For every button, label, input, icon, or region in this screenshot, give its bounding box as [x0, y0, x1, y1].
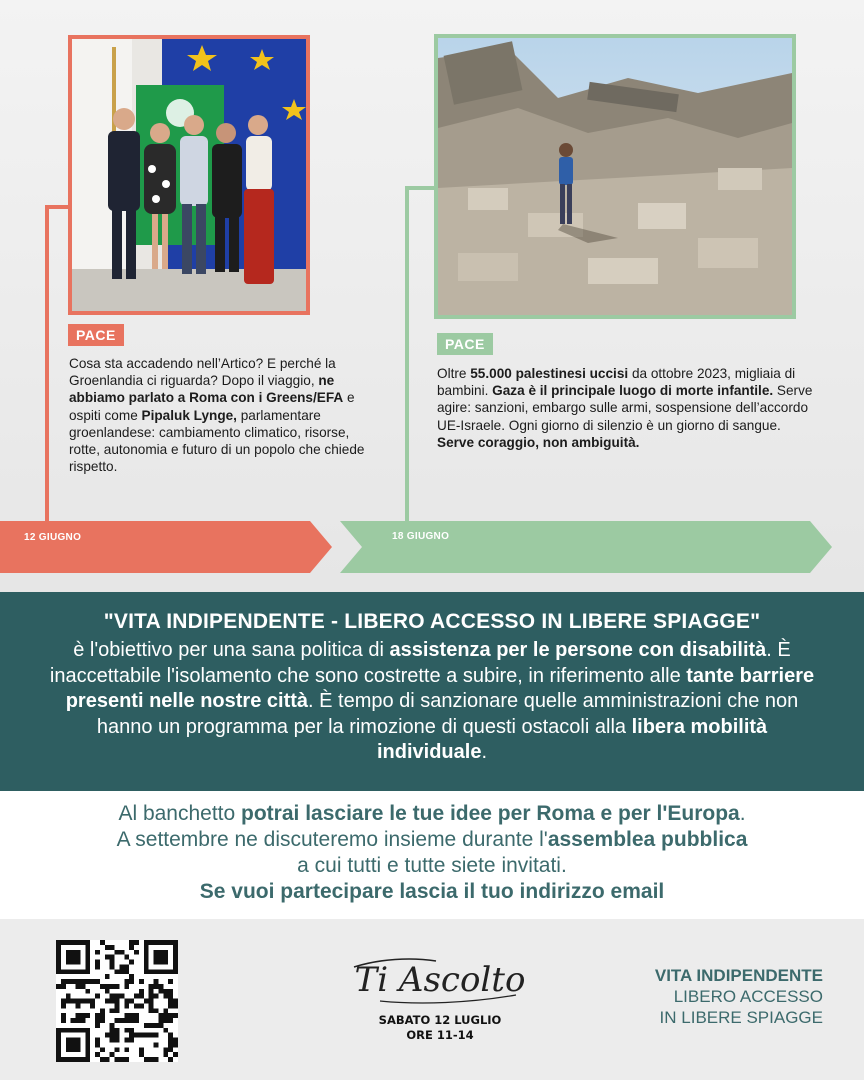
- arrow-green: [340, 521, 832, 573]
- date-12-giugno: 12 GIUGNO: [24, 532, 82, 543]
- signature-text: Ti Ascolto: [354, 960, 526, 1000]
- brand-line-3: IN LIBERE SPIAGGE: [659, 1008, 823, 1027]
- invite-band: [0, 791, 864, 919]
- manifesto-band: [0, 592, 864, 791]
- arrow-red: [0, 521, 332, 573]
- brand-line-2: LIBERO ACCESSO: [673, 987, 823, 1006]
- event-datetime: [340, 1013, 540, 1043]
- signature-ti-ascolto: [340, 945, 540, 1011]
- band-body: è l'obiettivo per una sana politica di assistenza per le persone con disabilità. È inaccettabile l'isolamento che sono costrette a subire, in riferimento alle tante barriere presenti nelle nostre città. È tempo di sanzionare quelle amministrazioni che non hanno un programma per la rimozione di questi ostacoli alla libera mobilità individuale.: [49, 639, 815, 763]
- invite-line-4: Se vuoi partecipare lascia il tuo indirizzo email: [199, 880, 665, 903]
- post-text-greenland: Cosa sta accadendo nell’Artico? E perché la Groenlandia ci riguarda? Dopo il viaggio, ne abbiamo parlato a Roma con i Greens/EFA e ospiti come Pipaluk Lynge, parlamentare groenlandese: cambiamento climatico, risorse, rotte, autonomia e futuro di un popolo che chiede rispetto.: [69, 356, 365, 475]
- group-photo-illustration: [72, 39, 306, 311]
- timeline-connector-red: [45, 205, 49, 525]
- footer: [0, 919, 864, 1080]
- brand-block: [655, 965, 823, 1028]
- timeline-connector-green-arm: [405, 186, 435, 190]
- invite-text: [10, 801, 854, 905]
- date-18-giugno: 18 GIUGNO: [392, 531, 450, 542]
- event-time: ORE 11-14: [406, 1028, 474, 1042]
- tag-pace-2: PACE: [437, 333, 493, 355]
- timeline-arrows: [0, 521, 864, 575]
- timeline-connector-red-arm: [45, 205, 69, 209]
- tag-pace-1: PACE: [68, 324, 124, 346]
- qr-code-icon[interactable]: [56, 940, 178, 1062]
- group-photo: [68, 35, 310, 315]
- invite-line-3: a cui tutti e tutte siete invitati.: [297, 854, 567, 877]
- brand-title: VITA INDIPENDENTE: [654, 966, 823, 985]
- event-day: SABATO 12 LUGLIO: [378, 1013, 502, 1027]
- timeline-connector-green: [405, 186, 409, 524]
- rubble-photo-illustration: [438, 38, 792, 315]
- post-text-gaza: Oltre 55.000 palestinesi uccisi da ottobre 2023, migliaia di bambini. Gaza è il principale luogo di morte infantile. Serve agire: sanzioni, embargo sulle armi, sospensione dell’accordo UE-Israele. Ogni giorno di silenzio è un giorno di sangue. Serve coraggio, non ambiguità.: [437, 366, 813, 450]
- invite-line-1: Al banchetto potrai lasciare le tue idee per Roma e per l'Europa.: [118, 802, 746, 825]
- invite-line-2: A settembre ne discuteremo insieme durante l'assemblea pubblica: [116, 828, 748, 851]
- rubble-photo: [434, 34, 796, 319]
- band-title: "VITA INDIPENDENTE - LIBERO ACCESSO IN LIBERE SPIAGGE": [103, 610, 761, 633]
